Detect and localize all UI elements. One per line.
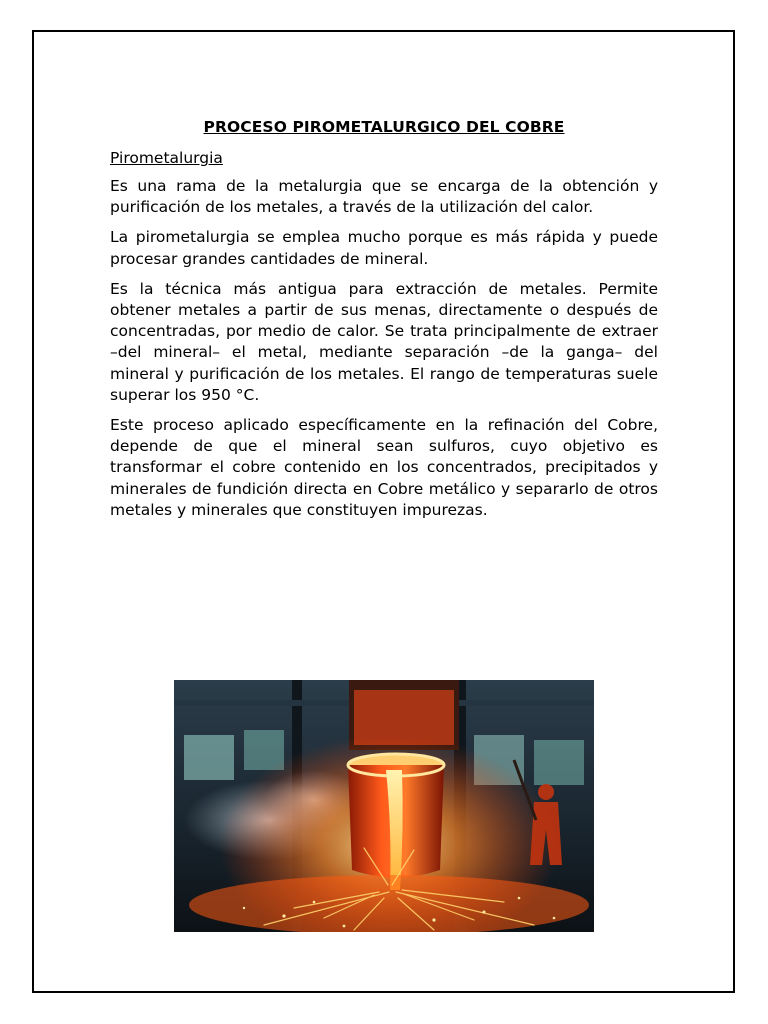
smelter-illustration [174, 680, 594, 932]
paragraph-1: Es una rama de la metalurgia que se encarga de la obtención y purificación de los metales, a través de la utilización del calor. [110, 177, 658, 217]
document-body [110, 116, 658, 530]
paragraph-3: Es la técnica más antigua para extracción de metales. Permite obtener metales a partir de sus menas, directamente o después de concentradas, por medio de calor. Se trata principalmente de extraer –del mineral– el metal, mediante separación –de la ganga– del mineral y purificación de los metales. El rango de temperaturas suele superar los 950 °C. [110, 279, 658, 404]
paragraph-4: Este proceso aplicado específicamente en la refinación del Cobre, depende de que el mineral sean sulfuros, cuyo objetivo es transformar el cobre contenido en los concentrados, precipitados y minerales de fundición directa en Cobre metálico y separarlo de otros metales y minerales que constituyen impurezas. [110, 416, 658, 519]
smelter-photo [174, 680, 594, 932]
document-title: PROCESO PIROMETALURGICO DEL COBRE [203, 118, 565, 136]
paragraph-2: La pirometalurgia se emplea mucho porque es más rápida y puede procesar grandes cantidades de mineral. [110, 228, 658, 268]
section-heading: Pirometalurgia [110, 149, 223, 167]
